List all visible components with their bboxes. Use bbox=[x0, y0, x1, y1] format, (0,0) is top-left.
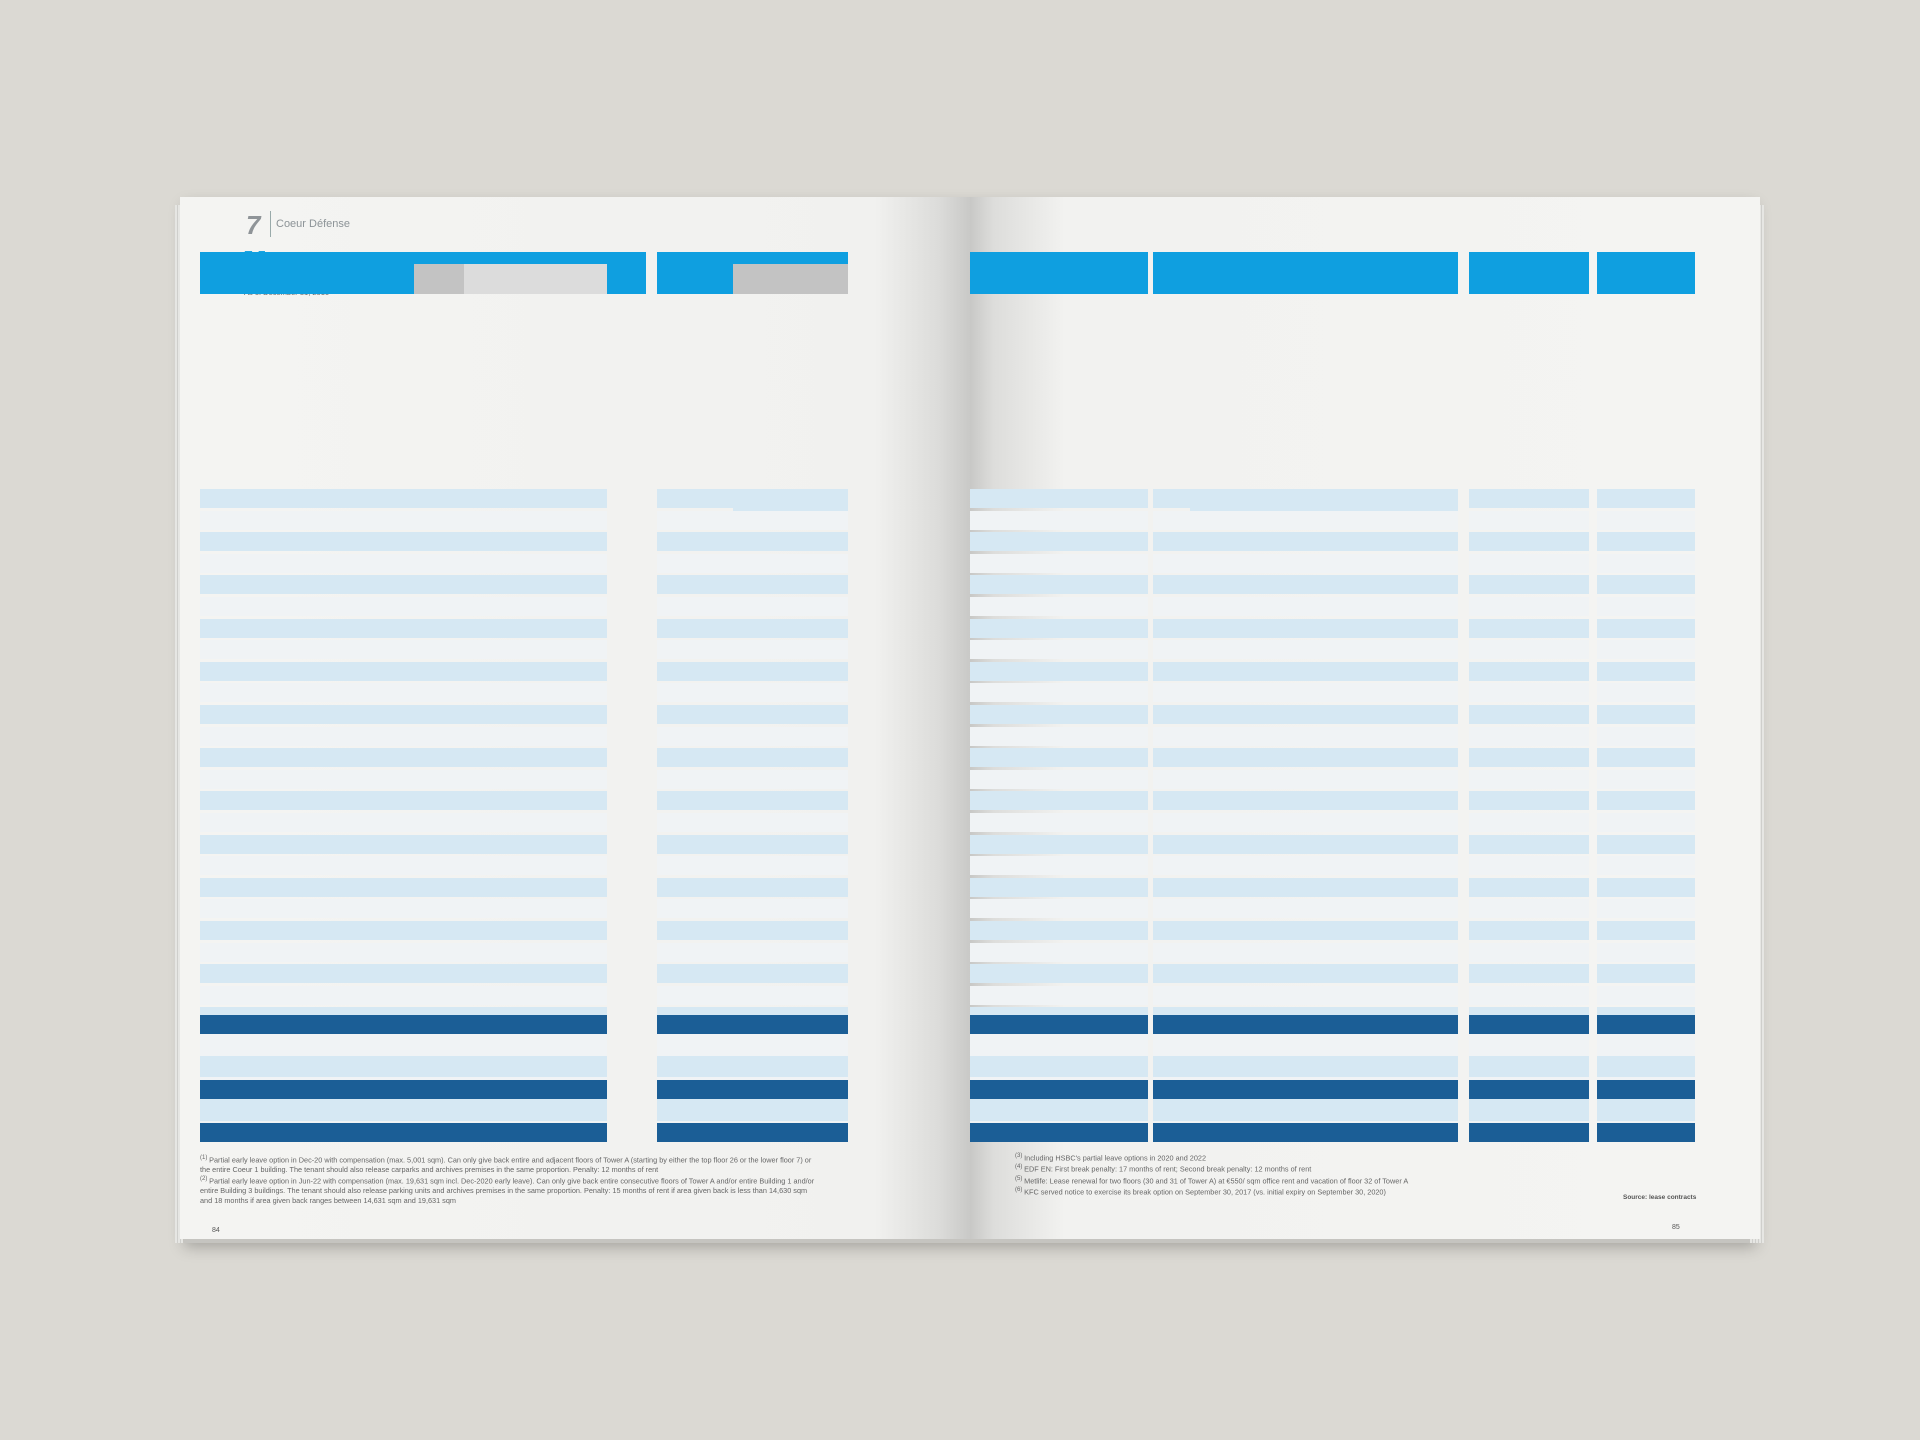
table-row-block-16 bbox=[1469, 835, 1589, 854]
table-row-block-9 bbox=[970, 683, 1148, 702]
footnote-marker: (6) bbox=[1015, 1185, 1025, 1193]
table-row-block-14 bbox=[308, 791, 607, 810]
table-row-block-9 bbox=[1469, 683, 1589, 702]
table-row-block-7 bbox=[200, 640, 320, 659]
table-row-block-s5 bbox=[657, 1123, 848, 1142]
table-row-block-8 bbox=[1469, 662, 1589, 681]
table-row-block-10 bbox=[1469, 705, 1589, 724]
table-row-block-9 bbox=[200, 683, 320, 702]
table-row-block-s0 bbox=[1153, 1015, 1458, 1034]
table-row-block-2 bbox=[1153, 532, 1458, 551]
footnote-text: Metlife: Lease renewal for two floors (30 and 31 of Tower A) at €550/ sqm office rent and vacation of floor 32 of Tower A bbox=[1024, 1175, 1409, 1185]
table-row-block-12 bbox=[1469, 748, 1589, 767]
table-row-block-s4 bbox=[1597, 1102, 1695, 1121]
table-row-block-6 bbox=[657, 619, 848, 638]
table-row-block-17 bbox=[1469, 856, 1589, 875]
table-row-block-s4 bbox=[308, 1102, 607, 1121]
table-row-block-8 bbox=[970, 662, 1148, 681]
footnote-marker: (2) bbox=[200, 1175, 210, 1183]
table-row-block-8 bbox=[1153, 662, 1458, 681]
table-row-block-18 bbox=[308, 878, 607, 897]
table-row-block-23 bbox=[1153, 986, 1458, 1005]
table-row-block-2 bbox=[657, 532, 848, 551]
table-row-block-2 bbox=[308, 532, 607, 551]
table-row-block-s0 bbox=[308, 1015, 607, 1034]
table-row-block-16 bbox=[200, 835, 320, 854]
table-row-block-15 bbox=[970, 813, 1148, 832]
table-row-block-11 bbox=[308, 727, 607, 746]
table-row-block-5 bbox=[308, 597, 607, 616]
table-row-block-7 bbox=[1153, 640, 1458, 659]
table-row-block-s5 bbox=[1469, 1123, 1589, 1142]
table-row-block-22 bbox=[200, 964, 320, 983]
header-next-break bbox=[695, 264, 733, 294]
table-row-block-1 bbox=[657, 511, 848, 530]
footnote-3 bbox=[1015, 1175, 1575, 1186]
footnote-text: KFC served notice to exercise its break option on September 30, 2017 (vs. initial expiry on September 30, 2020) bbox=[1024, 1187, 1386, 1197]
table-row-block-21 bbox=[1469, 943, 1589, 962]
table-row-block-20 bbox=[1153, 921, 1458, 940]
table-row-block-s5 bbox=[970, 1123, 1148, 1142]
table-row-block-10 bbox=[200, 705, 320, 724]
header-next-indexation bbox=[1370, 252, 1458, 294]
table-row-block-11 bbox=[657, 727, 848, 746]
table-row-block-s4 bbox=[657, 1102, 848, 1121]
table-row-block-11 bbox=[1153, 727, 1458, 746]
footnote-2 bbox=[1015, 1163, 1575, 1174]
table-row-block-4 bbox=[1597, 575, 1695, 594]
table-row-block-19 bbox=[1153, 899, 1458, 918]
header-other bbox=[502, 264, 539, 294]
table-row-block-19 bbox=[200, 899, 320, 918]
table-row-block-s3 bbox=[200, 1080, 320, 1099]
table-row-block-22 bbox=[657, 964, 848, 983]
table-row-block-11 bbox=[1597, 727, 1695, 746]
header-walt bbox=[1113, 252, 1148, 294]
footnote-4 bbox=[1015, 1186, 1575, 1197]
table-row-block-s3 bbox=[308, 1080, 607, 1099]
table-row-block-13 bbox=[970, 770, 1148, 789]
footnote-text: Including HSBC's partial leave options in 2020 and 2022 bbox=[1024, 1153, 1207, 1163]
table-row-block-2 bbox=[1469, 532, 1589, 551]
table-row-block-14 bbox=[200, 791, 320, 810]
table-row-block-12 bbox=[970, 748, 1148, 767]
table-row-block-3 bbox=[1597, 554, 1695, 573]
footnotes-right bbox=[1015, 1152, 1575, 1197]
table-row-block-1 bbox=[200, 511, 320, 530]
header-office bbox=[414, 264, 464, 294]
table-row-block-1 bbox=[970, 511, 1148, 530]
footnote-text: Partial early leave option in Jun-22 with compensation (max. 19,631 sqm incl. Dec-2020 early leave). Can only give back entire consecutive floors of Tower A and/or entire Building 1 and/or entire Building 3 buildings. The tenant should also release parking units and archives premises in the same proportion. Penalty: 15 months of rent if area given back is less than 14,630 sqm and 18 months if area given back ranges between 14,631 sqm and 19,631 sqm bbox=[200, 1176, 815, 1206]
table-row-block-8 bbox=[657, 662, 848, 681]
footnote-2 bbox=[200, 1175, 820, 1206]
footnote-marker: (1) bbox=[200, 1154, 210, 1161]
table-row-block-11 bbox=[1469, 727, 1589, 746]
table-row-block-10 bbox=[657, 705, 848, 724]
table-row-block-8 bbox=[308, 662, 607, 681]
table-row-block-7 bbox=[1597, 640, 1695, 659]
header-mths-rent bbox=[733, 264, 788, 294]
table-row-block-18 bbox=[1597, 878, 1695, 897]
table-row-block-18 bbox=[1153, 878, 1458, 897]
table-row-block-19 bbox=[1469, 899, 1589, 918]
table-row-block-s2 bbox=[200, 1058, 320, 1077]
header-retail bbox=[464, 264, 502, 294]
table-row-block-s3 bbox=[1597, 1080, 1695, 1099]
table-row-block-1 bbox=[1153, 511, 1458, 530]
table-row-block-7 bbox=[308, 640, 607, 659]
table-row-block-s3 bbox=[657, 1080, 848, 1099]
table-row-block-s3 bbox=[970, 1080, 1148, 1099]
header-tenant bbox=[200, 252, 320, 294]
header-total bbox=[577, 264, 607, 294]
table-row-block-23 bbox=[657, 986, 848, 1005]
table-row-block-19 bbox=[308, 899, 607, 918]
table-row-block-12 bbox=[1153, 748, 1458, 767]
table-row-block-3 bbox=[657, 554, 848, 573]
table-row-block-s5 bbox=[1153, 1123, 1458, 1142]
table-row-block-15 bbox=[1597, 813, 1695, 832]
table-row-block-21 bbox=[1153, 943, 1458, 962]
table-row-block-16 bbox=[970, 835, 1148, 854]
table-row-block-s1 bbox=[1469, 1037, 1589, 1056]
right-page bbox=[970, 197, 1760, 1239]
table-row-block-19 bbox=[657, 899, 848, 918]
table-row-block-21 bbox=[200, 943, 320, 962]
table-row-block-10 bbox=[308, 705, 607, 724]
table-row-block-21 bbox=[657, 943, 848, 962]
table-row-block-22 bbox=[1153, 964, 1458, 983]
table-row-block-8 bbox=[1597, 662, 1695, 681]
table-row-block-22 bbox=[1469, 964, 1589, 983]
table-row-block-17 bbox=[970, 856, 1148, 875]
table-row-block-s1 bbox=[657, 1037, 848, 1056]
table-row-block-10 bbox=[1153, 705, 1458, 724]
footnote-1 bbox=[1015, 1152, 1575, 1163]
header-indexation-index bbox=[1153, 252, 1205, 294]
table-row-block-0 bbox=[657, 489, 848, 508]
header-break-penalty bbox=[733, 252, 848, 264]
table-row-block-14 bbox=[1469, 791, 1589, 810]
page-number-left: 84 bbox=[212, 1227, 220, 1234]
table-row-block-20 bbox=[657, 921, 848, 940]
table-row-block-10 bbox=[970, 705, 1148, 724]
table-row-block-9 bbox=[1153, 683, 1458, 702]
table-row-block-s2 bbox=[308, 1058, 607, 1077]
table-row-block-4 bbox=[657, 575, 848, 594]
header-arch bbox=[539, 264, 577, 294]
table-row-block-6 bbox=[1469, 619, 1589, 638]
tenancy-table-right bbox=[970, 197, 1760, 1239]
chapter-number: 7 bbox=[246, 210, 261, 240]
table-row-block-15 bbox=[1153, 813, 1458, 832]
header-passing-rent bbox=[1469, 252, 1549, 294]
table-row-block-2 bbox=[970, 532, 1148, 551]
left-page bbox=[180, 197, 970, 1239]
footnote-marker: (5) bbox=[1015, 1174, 1025, 1182]
table-row-block-1 bbox=[1597, 511, 1695, 530]
table-row-block-1 bbox=[1469, 511, 1589, 530]
table-row-block-18 bbox=[200, 878, 320, 897]
table-row-block-12 bbox=[200, 748, 320, 767]
header-next-ref-quarter bbox=[1300, 252, 1370, 294]
table-row-block-6 bbox=[200, 619, 320, 638]
table-row-block-3 bbox=[1469, 554, 1589, 573]
table-row-block-3 bbox=[970, 554, 1148, 573]
table-row-block-19 bbox=[970, 899, 1148, 918]
table-row-block-2 bbox=[1597, 532, 1695, 551]
table-row-block-s4 bbox=[1469, 1102, 1589, 1121]
table-row-block-s0 bbox=[657, 1015, 848, 1034]
table-row-block-20 bbox=[970, 921, 1148, 940]
table-row-block-0 bbox=[200, 489, 320, 508]
table-row-block-1 bbox=[308, 511, 607, 530]
table-row-block-16 bbox=[1153, 835, 1458, 854]
table-row-block-6 bbox=[1597, 619, 1695, 638]
table-row-block-5 bbox=[1153, 597, 1458, 616]
table-row-block-13 bbox=[1469, 770, 1589, 789]
footnote-1 bbox=[200, 1154, 820, 1175]
table-row-block-4 bbox=[200, 575, 320, 594]
table-row-block-13 bbox=[308, 770, 607, 789]
table-row-block-15 bbox=[200, 813, 320, 832]
table-row-block-4 bbox=[1153, 575, 1458, 594]
table-row-block-14 bbox=[1597, 791, 1695, 810]
table-row-block-4 bbox=[308, 575, 607, 594]
table-row-block-23 bbox=[970, 986, 1148, 1005]
table-row-block-21 bbox=[1597, 943, 1695, 962]
table-row-block-s1 bbox=[308, 1037, 607, 1056]
table-row-block-13 bbox=[1153, 770, 1458, 789]
table-row-block-14 bbox=[1153, 791, 1458, 810]
header-parking bbox=[607, 252, 646, 294]
table-row-block-18 bbox=[1469, 878, 1589, 897]
table-row-block-23 bbox=[308, 986, 607, 1005]
table-row-block-22 bbox=[308, 964, 607, 983]
table-row-block-20 bbox=[1597, 921, 1695, 940]
table-row-block-19 bbox=[1597, 899, 1695, 918]
table-row-block-18 bbox=[970, 878, 1148, 897]
table-row-block-7 bbox=[1469, 640, 1589, 659]
header-location bbox=[308, 252, 414, 294]
table-row-block-20 bbox=[200, 921, 320, 940]
table-row-block-16 bbox=[308, 835, 607, 854]
table-row-block-s1 bbox=[970, 1037, 1148, 1056]
chapter-title: Coeur Défense bbox=[276, 218, 350, 230]
table-row-block-21 bbox=[308, 943, 607, 962]
header-area bbox=[414, 252, 607, 264]
table-row-block-14 bbox=[970, 791, 1148, 810]
table-row-block-10 bbox=[1597, 705, 1695, 724]
table-row-block-6 bbox=[308, 619, 607, 638]
table-row-block-7 bbox=[970, 640, 1148, 659]
table-row-block-s5 bbox=[200, 1123, 320, 1142]
source-note: Source: lease contracts bbox=[1623, 1194, 1697, 1201]
table-row-block-15 bbox=[308, 813, 607, 832]
table-row-block-15 bbox=[1469, 813, 1589, 832]
table-row-block-3 bbox=[200, 554, 320, 573]
table-row-block-5 bbox=[970, 597, 1148, 616]
table-row-block-5 bbox=[1597, 597, 1695, 616]
table-row-block-12 bbox=[657, 748, 848, 767]
table-row-block-s2 bbox=[657, 1058, 848, 1077]
table-row-block-4 bbox=[970, 575, 1148, 594]
table-row-block-s2 bbox=[970, 1058, 1148, 1077]
table-row-block-16 bbox=[1597, 835, 1695, 854]
table-row-block-9 bbox=[308, 683, 607, 702]
header-rent-frees bbox=[1597, 252, 1695, 294]
table-row-block-23 bbox=[1597, 986, 1695, 1005]
header-base-quarter bbox=[1205, 252, 1255, 294]
table-row-block-12 bbox=[1597, 748, 1695, 767]
table-row-block-s4 bbox=[1153, 1102, 1458, 1121]
table-row-block-s0 bbox=[1597, 1015, 1695, 1034]
footnote-text: Partial early leave option in Dec-20 with compensation (max. 5,001 sqm). Can only give back entire and adjacent floors of Tower A (starting by either the top floor 26 or the lower floor 7) or the entire Coeur 1 building. The tenant should also release carparks and archives premises in the same proportion. Penalty: 12 months of rent bbox=[200, 1155, 812, 1175]
table-row-block-23 bbox=[1469, 986, 1589, 1005]
table-row-block-s2 bbox=[1153, 1058, 1458, 1077]
table-row-block-13 bbox=[200, 770, 320, 789]
header-lease-expiry bbox=[1065, 252, 1113, 294]
table-row-block-s5 bbox=[1597, 1123, 1695, 1142]
footnotes-left bbox=[200, 1154, 820, 1206]
table-row-block-s4 bbox=[970, 1102, 1148, 1121]
footnote-text: EDF EN: First break penalty: 17 months of rent; Second break penalty: 12 months of rent bbox=[1024, 1164, 1312, 1174]
table-row-block-0 bbox=[1597, 489, 1695, 508]
table-row-block-s2 bbox=[1469, 1058, 1589, 1077]
header-fixed bbox=[788, 264, 848, 294]
table-row-block-15 bbox=[657, 813, 848, 832]
table-row-block-3 bbox=[1153, 554, 1458, 573]
table-row-block-8 bbox=[200, 662, 320, 681]
table-row-block-s5 bbox=[308, 1123, 607, 1142]
table-row-block-s0 bbox=[970, 1015, 1148, 1034]
table-row-block-s1 bbox=[1153, 1037, 1458, 1056]
page-number-right: 85 bbox=[1672, 1224, 1680, 1231]
header-break-group-fill bbox=[657, 252, 733, 264]
table-row-block-14 bbox=[657, 791, 848, 810]
table-row-block-17 bbox=[657, 856, 848, 875]
table-row-block-5 bbox=[1469, 597, 1589, 616]
table-row-block-s1 bbox=[200, 1037, 320, 1056]
table-row-block-s0 bbox=[1469, 1015, 1589, 1034]
table-row-block-22 bbox=[1597, 964, 1695, 983]
table-row-block-12 bbox=[308, 748, 607, 767]
table-row-block-4 bbox=[1469, 575, 1589, 594]
table-row-block-16 bbox=[657, 835, 848, 854]
table-row-block-17 bbox=[1597, 856, 1695, 875]
table-row-block-21 bbox=[970, 943, 1148, 962]
table-row-block-s1 bbox=[1597, 1037, 1695, 1056]
table-row-block-s3 bbox=[1153, 1080, 1458, 1099]
table-row-block-0 bbox=[1153, 489, 1458, 508]
table-row-block-0 bbox=[308, 489, 607, 508]
table-row-block-11 bbox=[200, 727, 320, 746]
table-row-block-5 bbox=[657, 597, 848, 616]
tenancy-table-left bbox=[180, 197, 970, 1239]
table-row-block-9 bbox=[1597, 683, 1695, 702]
table-row-block-2 bbox=[200, 532, 320, 551]
table-row-block-23 bbox=[200, 986, 320, 1005]
table-row-block-17 bbox=[1153, 856, 1458, 875]
table-row-block-20 bbox=[308, 921, 607, 940]
footnote-marker: (4) bbox=[1015, 1163, 1025, 1171]
footnote-marker: (3) bbox=[1015, 1152, 1025, 1159]
table-row-block-s3 bbox=[1469, 1080, 1589, 1099]
table-row-block-9 bbox=[657, 683, 848, 702]
header-erv bbox=[1549, 252, 1589, 294]
table-row-block-20 bbox=[1469, 921, 1589, 940]
table-row-block-6 bbox=[1153, 619, 1458, 638]
table-row-block-18 bbox=[657, 878, 848, 897]
table-row-block-3 bbox=[308, 554, 607, 573]
header-value bbox=[1255, 252, 1300, 294]
table-row-block-7 bbox=[657, 640, 848, 659]
table-row-block-s0 bbox=[200, 1015, 320, 1034]
table-row-block-22 bbox=[970, 964, 1148, 983]
header-walb bbox=[970, 252, 1065, 294]
table-row-block-11 bbox=[970, 727, 1148, 746]
table-row-block-5 bbox=[200, 597, 320, 616]
table-row-block-13 bbox=[1597, 770, 1695, 789]
table-row-block-17 bbox=[200, 856, 320, 875]
table-row-block-s2 bbox=[1597, 1058, 1695, 1077]
table-row-block-13 bbox=[657, 770, 848, 789]
table-row-block-0 bbox=[970, 489, 1148, 508]
table-row-block-6 bbox=[970, 619, 1148, 638]
table-row-block-0 bbox=[1469, 489, 1589, 508]
table-row-block-17 bbox=[308, 856, 607, 875]
header-start-date bbox=[657, 264, 695, 294]
table-row-block-s4 bbox=[200, 1102, 320, 1121]
